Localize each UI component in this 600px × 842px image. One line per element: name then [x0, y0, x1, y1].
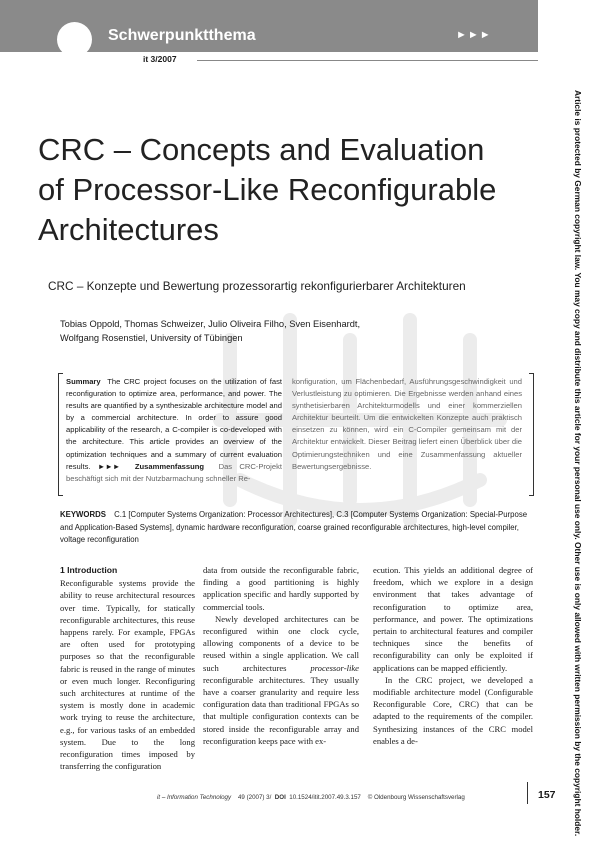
paragraph: ecution. This yields an additional degree of freedom, which we explore in a design environment that takes advantage of reconfiguration to optimize area, performance, and power. The optimizations pertain to architectural features and compiler techniques since the benefits of reconfigurability can only be exploited if applications can be mapped efficiently. [373, 565, 533, 673]
paragraph: data from outside the reconfigurable fabric, finding a good partitioning is highly application specific and hardly supported by commercial tools. [203, 565, 359, 612]
paragraph: In the CRC project, we developed a modifiable architecture model (Configurable Reconfigurable Core, CRC) that can be adapted to the requirements of the compiler. Synthesizing instances of the CRC model enables a de- [373, 674, 533, 746]
keywords-text: C.1 [Computer Systems Organization: Processor Architectures], C.3 [Computer Systems Organization: Special-Purpose and Application-Based Systems], dynamic hardware reconfiguration, coarse grained reconfigurable architectures, high-level compiler, voltage reconfiguration [60, 510, 528, 544]
summary-bracket-left [58, 373, 63, 496]
page-number: 157 [538, 789, 556, 801]
body-column-1 [60, 564, 195, 772]
authors-line: Tobias Oppold, Thomas Schweizer, Julio Oliveira Filho, Sven Eisenhardt, [60, 319, 361, 329]
keywords [60, 509, 530, 547]
doi-value: 10.1524/itit.2007.49.3.157 [289, 794, 361, 801]
issue-rule [197, 60, 538, 61]
author-list [60, 317, 480, 345]
title-line: of Processor-Like Reconfigurable [38, 172, 497, 207]
zusammenfassung-text-start: Das CRC-Projekt beschäftigt sich mit der Nutzbarmachung schneller Re- [66, 461, 282, 483]
title-line: Architectures [38, 212, 219, 247]
article-title [38, 130, 538, 250]
article-subtitle: CRC – Konzepte und Bewertung prozessorartig rekonfigurierbarer Architekturen [48, 279, 466, 293]
year-issue: 49 (2007) 3/ [237, 794, 272, 801]
copyright-notice [572, 90, 583, 837]
body-column-2 [203, 564, 359, 747]
section-label: Schwerpunktthema [108, 27, 256, 44]
summary-bracket-right [529, 373, 534, 496]
zusammenfassung-label: Zusammenfassung [134, 461, 205, 471]
paragraph-part: Newly developed architectures can be reconfigured within one clock cycle, allowing components of a device to be reused within a single application. We call such architectures [203, 613, 359, 673]
footer-rule [527, 782, 528, 804]
page-footer [157, 794, 465, 801]
title-line: CRC – Concepts and Evaluation [38, 132, 485, 167]
body-column-3 [373, 564, 533, 747]
copyright-notice-text: Article is protected by German copyright law. You may copy and distribute this article for your personal use only. Other use is only allowed with written permission by the copyright holder. [573, 90, 583, 837]
header-arrows-icon: ►►► [456, 29, 492, 41]
authors-affiliation-line: Wolfgang Rosenstiel, University of Tübingen [60, 333, 243, 343]
keywords-label: KEYWORDS [60, 510, 106, 519]
issue-label: it 3/2007 [143, 54, 177, 64]
summary-label: Summary [66, 377, 101, 386]
section-heading: 1 Introduction [60, 565, 118, 575]
summary-english [66, 376, 282, 485]
paragraph: Reconfigurable systems provide the ability to reuse architectural resources over time. Typically, for statically reconfigurable architectures, this reuse happens rarely. For example, FPGAs are often used for prototyping purposes so that the reconfigurable fabric is reused in the range of minutes or even much longer. Reconfiguring such architectures at runtime of the system is mostly done in academic work trying to reuse the architecture, e.g., for various tasks of an embedded system. Due to the long reconfiguration times imposed by transferring the configuration [60, 578, 195, 772]
journal-name: it – Information Technology [157, 794, 232, 801]
emphasis: processor-like [310, 662, 359, 673]
summary-text: The CRC project focuses on the utilization of fast reconfiguration to optimize area, performance, and power. The results are quantified by a synthesizable architecture model and by a commercial architecture. In order to assure good applicability of the research, a C-compiler is co-developed with the architecture. This article provides an overview of the optimization techniques and a summary of current evaluation results. [66, 377, 282, 471]
zusammenfassung-text: konfiguration, um Flächenbedarf, Ausführungsgeschwindigkeit und Verlustleistung zu optimieren. Die Ergebnisse werden anhand eines synthetisierbaren Architekturmodells und einer kommerziellen Architektur beurteilt. Um die entwickelten Konzepte auch praktisch einsetzen zu können, wird ein C-Compiler gemeinsam mit der Architektur entwickelt. Dieser Beitrag liefert einen Überblick über die Optimierungstechniken und eine Zusammenfassung aktueller Bewertungsergebnisse. [292, 377, 522, 471]
doi-label: DOI [274, 794, 286, 801]
paragraph-part: reconfigurable architectures. They usually have a coarser granularity and require less configuration data than traditional FPGAs so that multiple configuration contexts can be stored inside the reconfigurable array and reconfiguration keeps pace with ex- [203, 674, 359, 746]
paragraph [203, 613, 359, 747]
header-circle-icon [57, 22, 92, 57]
summary-arrows-icon: ►►► [97, 461, 121, 471]
publisher: © Oldenbourg Wissenschaftsverlag [367, 794, 465, 801]
